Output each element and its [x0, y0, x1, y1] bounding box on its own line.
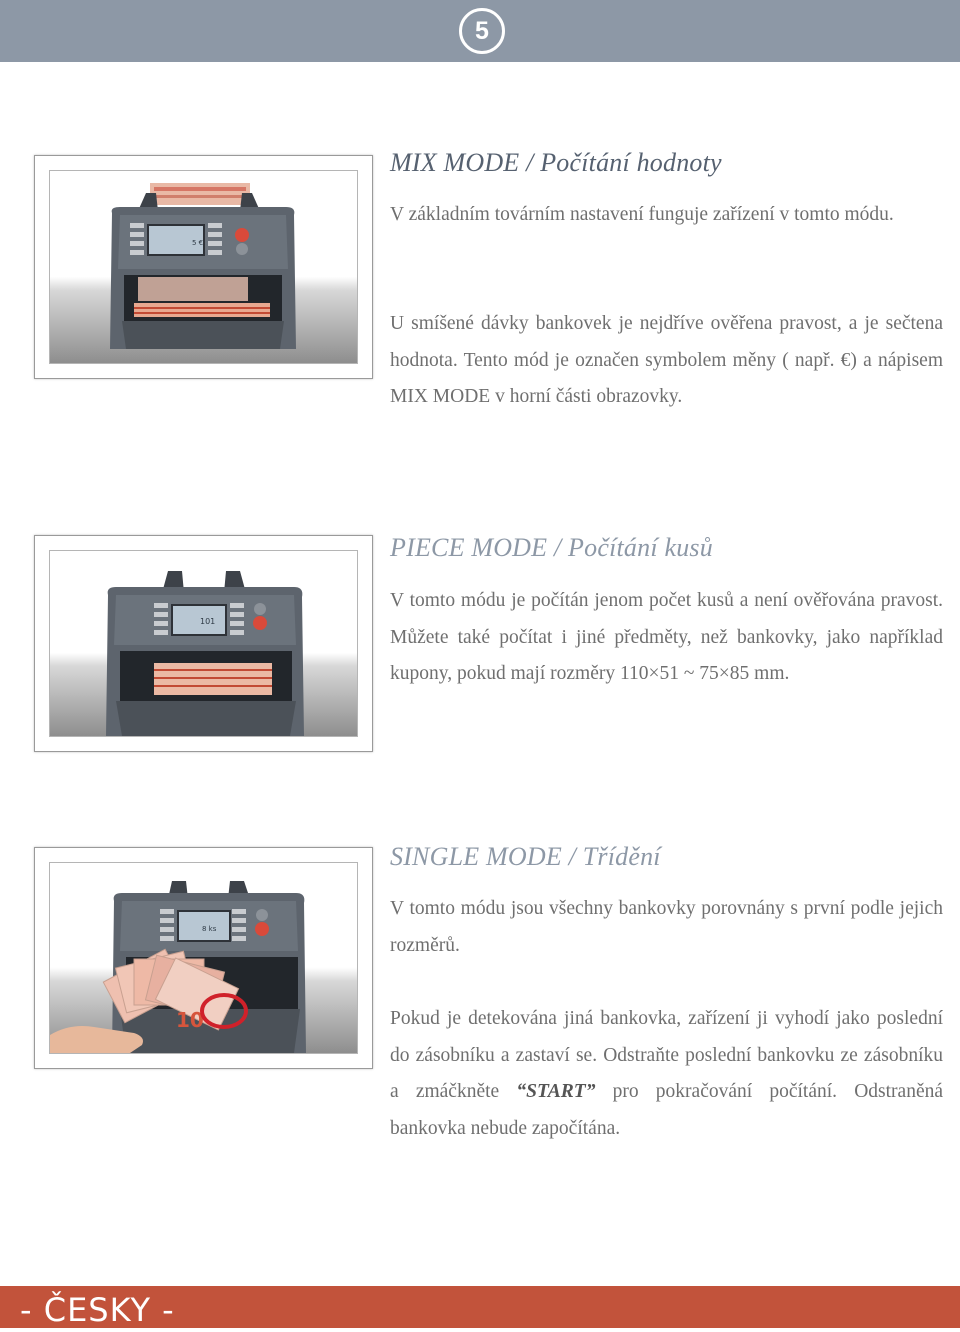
single-mode-photo [34, 847, 373, 1069]
start-emphasis: “START” [516, 1081, 596, 1102]
mix-mode-paragraph-2: U smíšené dávky bankovek je nejdříve ověřena pravost, a je sečtena hodnota. Tento mód je označen symbolem měny ( např. €) a nápisem MIX MODE v horní části obrazovky. [390, 313, 943, 407]
mix-mode-paragraph-1: V základním továrním nastavení funguje zařízení v tomto módu. [390, 204, 894, 225]
banknote-denomination: 10 [176, 1008, 204, 1032]
screen-readout: 8 ks [202, 925, 217, 933]
section-title-single-mode: SINGLE MODE / Třídění [390, 842, 661, 871]
piece-mode-photo [34, 535, 373, 752]
language-label: - ČESKY - [20, 1291, 175, 1329]
single-mode-paragraph-1: V tomto módu jsou všechny bankovky porovnány s první podle jejich rozměrů. [390, 898, 943, 956]
banknote-counter-image [50, 171, 357, 363]
mix-mode-photo [34, 155, 373, 379]
banknote-counter-image [50, 863, 357, 1053]
screen-readout: 101 [200, 617, 216, 626]
banknote-counter-image [50, 551, 357, 736]
section-title-piece-mode: PIECE MODE / Počítání kusů [390, 533, 713, 562]
paragraph-text-before: Pokud je detekována jiná bankovka, zařízení ji vyhodí jako poslední do zásobníku a zastaví se. Odstraňte poslední bankovku ze zásobníku a zmáčkněte [390, 1008, 943, 1102]
paragraph-text-after: pro pokračování počítání. Odstraněná bankovka nebude započítána. [390, 1081, 944, 1139]
screen-readout: 5 € [192, 239, 204, 247]
page-number-badge: 5 [459, 8, 505, 54]
section-title-mix-mode: MIX MODE / Počítání hodnoty [390, 148, 722, 177]
piece-mode-paragraph-1: V tomto módu je počítán jenom počet kusů a není ověřována pravost. Můžete také počítat i jiné předměty, než bankovky, jako například kupony, pokud mají rozměry 110×51 ~ 75×85 mm. [390, 590, 943, 684]
single-mode-paragraph-2 [390, 1001, 943, 1147]
